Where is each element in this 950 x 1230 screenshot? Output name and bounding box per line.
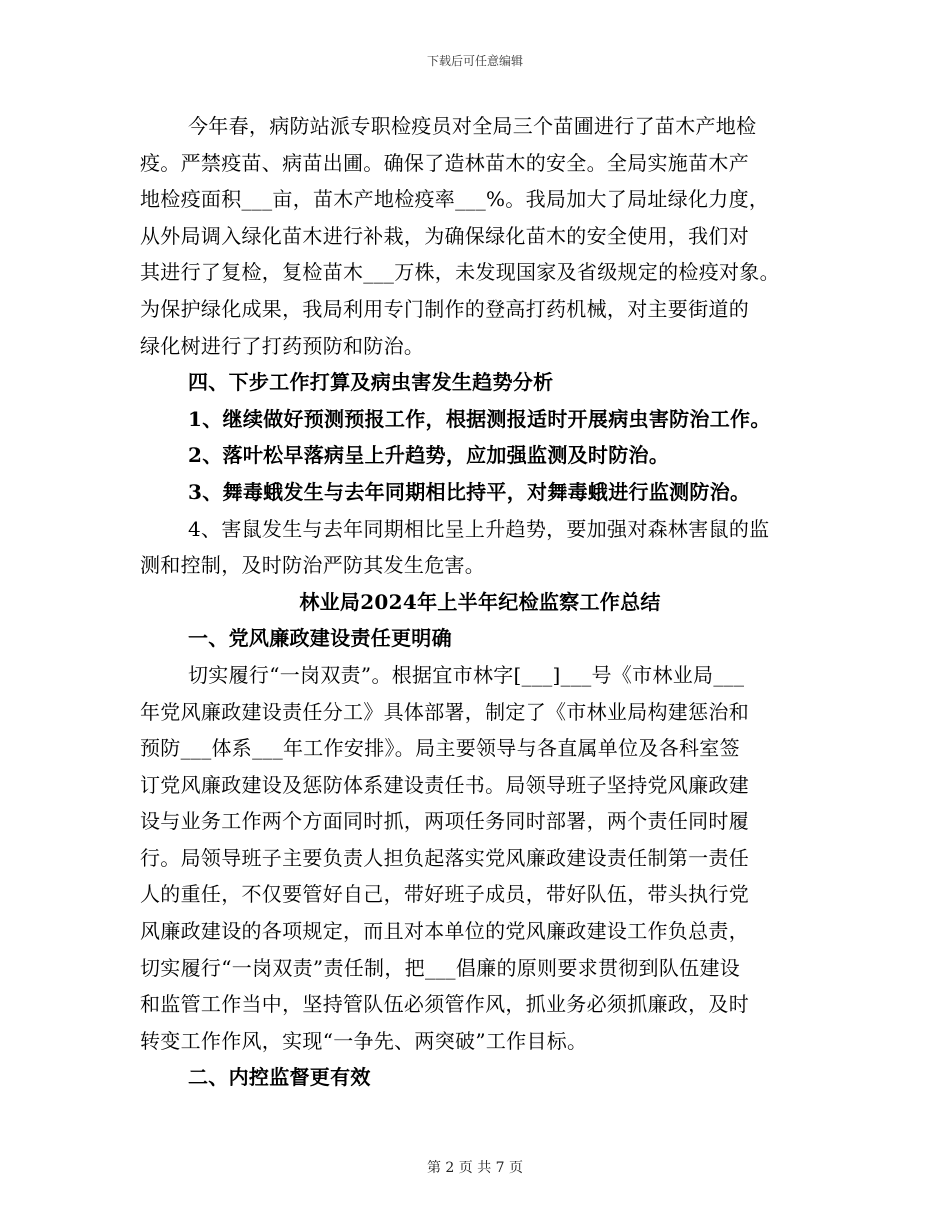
page-footer-number: 第 2 页 共 7 页 bbox=[426, 1160, 524, 1176]
section-heading: 一、党风廉政建设责任更明确 bbox=[188, 626, 452, 651]
paragraph-line: 设与业务工作两个方面同时抓，两项任务同时部署，两个责任同时履 bbox=[140, 809, 749, 834]
paragraph-line: 其进行了复检，复检苗木___万株，未发现国家及省级规定的检疫对象。 bbox=[140, 260, 780, 285]
document-body bbox=[140, 108, 820, 1096]
paragraph-line: 为保护绿化成果，我局利用专门制作的登高打药机械，对主要街道的 bbox=[140, 296, 749, 321]
paragraph-line: 绿化树进行了打药预防和防治。 bbox=[140, 333, 425, 358]
paragraph-line: 今年春，病防站派专职检疫员对全局三个苗圃进行了苗木产地检 bbox=[188, 114, 757, 138]
paragraph-line: 和监管工作当中，坚持管队伍必须管作风，抓业务必须抓廉政，及时 bbox=[140, 992, 749, 1017]
paragraph-line: 年党风廉政建设责任分工》具体部署，制定了《市林业局构建惩治和 bbox=[140, 699, 749, 724]
section-heading: 二、内控监督更有效 bbox=[188, 1065, 371, 1090]
paragraph-line: 4、害鼠发生与去年同期相比呈上升趋势，要加强对森林害鼠的监 bbox=[188, 516, 770, 541]
paragraph-line: 预防___体系___年工作安排》。局主要领导与各直属单位及各科室签 bbox=[140, 736, 740, 761]
paragraph-line: 测和控制，及时防治严防其发生危害。 bbox=[140, 553, 486, 578]
paragraph-line: 风廉政建设的各项规定，而且对本单位的党风廉政建设工作负总责， bbox=[140, 919, 749, 944]
paragraph-line: 行。局领导班子主要负责人担负起落实党风廉政建设责任制第一责任 bbox=[140, 845, 749, 870]
paragraph-line: 地检疫面积___亩，苗木产地检疫率___%。我局加大了局址绿化力度， bbox=[140, 187, 770, 212]
paragraph-line: 切实履行“一岗双责”责任制，把___倡廉的原则要求贯彻到队伍建设 bbox=[140, 955, 741, 980]
paragraph-line: 人的重任，不仅要管好自己，带好班子成员，带好队伍，带头执行党 bbox=[140, 882, 749, 907]
paragraph-line: 订党风廉政建设及惩防体系建设责任书。局领导班子坚持党风廉政建 bbox=[140, 772, 749, 797]
paragraph-line: 转变工作作风，实现“一争先、两突破”工作目标。 bbox=[140, 1028, 588, 1053]
paragraph-line: 疫。严禁疫苗、病苗出圃。确保了造林苗木的安全。全局实施苗木产 bbox=[140, 150, 749, 175]
paragraph-line: 从外局调入绿化苗木进行补栽，为确保绿化苗木的安全使用，我们对 bbox=[140, 223, 749, 248]
section-heading: 3、舞毒蛾发生与去年同期相比持平，对舞毒蛾进行监测防治。 bbox=[188, 479, 751, 504]
section-heading: 2、落叶松早落病呈上升趋势，应加强监测及时防治。 bbox=[188, 443, 670, 468]
section-heading: 1、继续做好预测预报工作，根据测报适时开展病虫害防治工作。 bbox=[188, 406, 771, 431]
section-title: 林业局2024年上半年纪检监察工作总结 bbox=[299, 589, 661, 614]
section-heading: 四、下步工作打算及病虫害发生趋势分析 bbox=[188, 370, 554, 395]
paragraph-line: 切实履行“一岗双责”。根据宜市林字[___]___号《市林业局___ bbox=[188, 662, 745, 687]
page-header-note: 下载后可任意编辑 bbox=[426, 54, 523, 68]
